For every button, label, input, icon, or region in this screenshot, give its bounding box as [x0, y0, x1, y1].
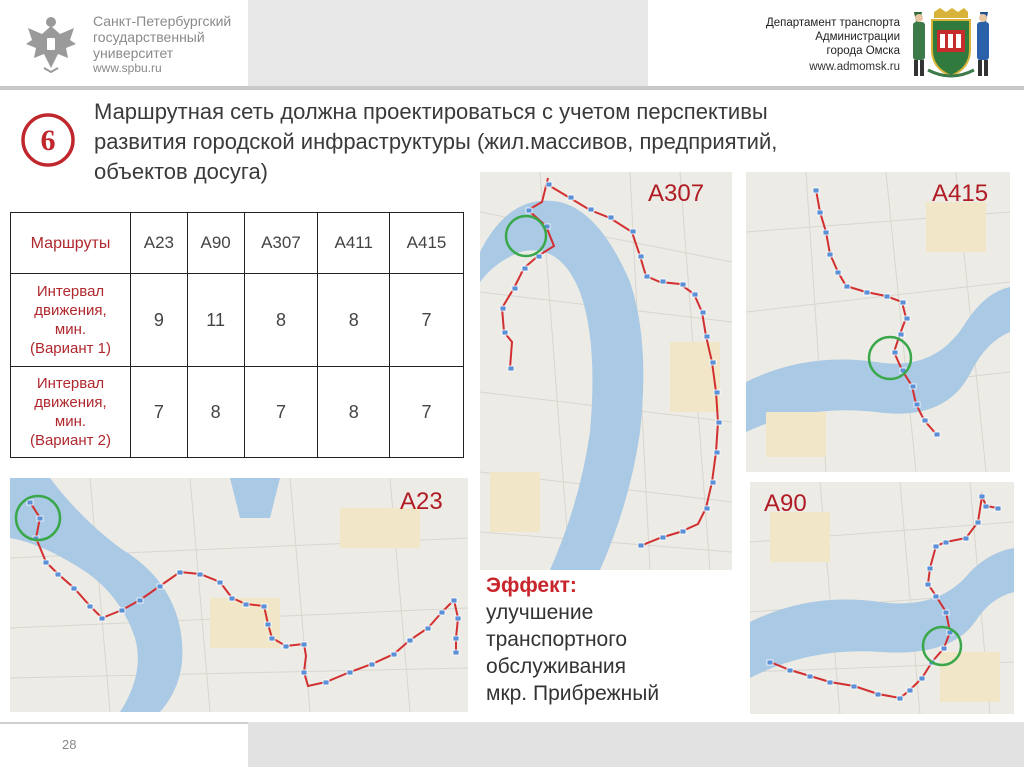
- map-a307-canvas: [480, 172, 732, 570]
- table-cell: 8: [318, 274, 390, 367]
- slide-title-line-1: Маршрутная сеть должна проектироваться с учетом перспективы: [94, 99, 768, 124]
- table-cell: 8: [244, 274, 318, 367]
- page-number: 28: [62, 737, 77, 752]
- effect-line: улучшение: [486, 601, 594, 624]
- table-cell: 8: [187, 367, 244, 458]
- table-row: [11, 274, 464, 367]
- header-divider: [0, 86, 1024, 90]
- table-col-a23: А23: [131, 213, 188, 274]
- department-url[interactable]: www.admomsk.ru: [809, 61, 900, 73]
- university-name-line-1: Санкт-Петербургский: [93, 13, 232, 29]
- map-a415: [746, 172, 1010, 472]
- table-row: [11, 367, 464, 458]
- map-a90-label: А90: [764, 490, 807, 517]
- table-header-label: Маршруты: [11, 213, 131, 274]
- table-cell: 9: [131, 274, 188, 367]
- map-a307: [480, 172, 732, 570]
- effect-title: Эффект:: [486, 574, 577, 597]
- table-cell: 7: [390, 367, 464, 458]
- map-a23-label: А23: [400, 488, 443, 515]
- spbu-eagle-logo-icon: [22, 14, 80, 74]
- table-col-a307: А307: [244, 213, 318, 274]
- map-a23: [10, 478, 468, 712]
- row-label-line: мин.: [54, 413, 87, 430]
- department-name: [688, 16, 900, 58]
- row-label-line: (Вариант 2): [29, 432, 112, 449]
- row-label-line: движения,: [34, 302, 107, 319]
- effect-block: [486, 572, 726, 707]
- row-label-line: мин.: [54, 321, 87, 338]
- university-name: [93, 13, 253, 61]
- map-a415-label: А415: [932, 180, 989, 207]
- row-label-line: Интервал: [36, 375, 105, 392]
- table-cell: 7: [244, 367, 318, 458]
- table-cell: 11: [187, 274, 244, 367]
- table-col-a90: А90: [187, 213, 244, 274]
- header: [0, 0, 1024, 90]
- intervals-table: [10, 212, 464, 458]
- map-a90: [750, 482, 1014, 714]
- university-url[interactable]: www.spbu.ru: [93, 61, 162, 75]
- footer-band: [248, 722, 1024, 767]
- slide-title-line-2: развития городской инфраструктуры (жил.массивов, предприятий,: [94, 129, 778, 154]
- table-col-a415: А415: [390, 213, 464, 274]
- row-label-line: (Вариант 1): [29, 340, 112, 357]
- department-line-1: Департамент транспорта: [765, 17, 900, 29]
- map-a415-canvas: [746, 172, 1010, 472]
- university-name-line-2: государственный: [93, 29, 205, 45]
- footer-divider: [0, 722, 248, 724]
- table-row-label: [11, 367, 131, 458]
- slide-number-badge: [20, 112, 76, 168]
- effect-line: обслуживания: [486, 655, 627, 678]
- row-label-line: Интервал: [36, 283, 105, 300]
- map-a307-label: А307: [648, 180, 705, 207]
- table-col-a411: А411: [318, 213, 390, 274]
- university-name-line-3: университет: [93, 45, 174, 61]
- row-label-line: движения,: [34, 394, 107, 411]
- omsk-coat-of-arms-icon: [904, 6, 998, 82]
- department-line-3: города Омска: [826, 45, 900, 57]
- slide-number: 6: [40, 124, 56, 157]
- table-header-row: [11, 213, 464, 274]
- table-cell: 8: [318, 367, 390, 458]
- table-row-label: [11, 274, 131, 367]
- effect-line: мкр. Прибрежный: [486, 682, 660, 705]
- effect-line: транспортного: [486, 628, 628, 651]
- table-cell: 7: [390, 274, 464, 367]
- slide-title-line-3: объектов досуга): [94, 159, 269, 184]
- table-cell: 7: [131, 367, 188, 458]
- department-line-2: Администрации: [815, 31, 900, 43]
